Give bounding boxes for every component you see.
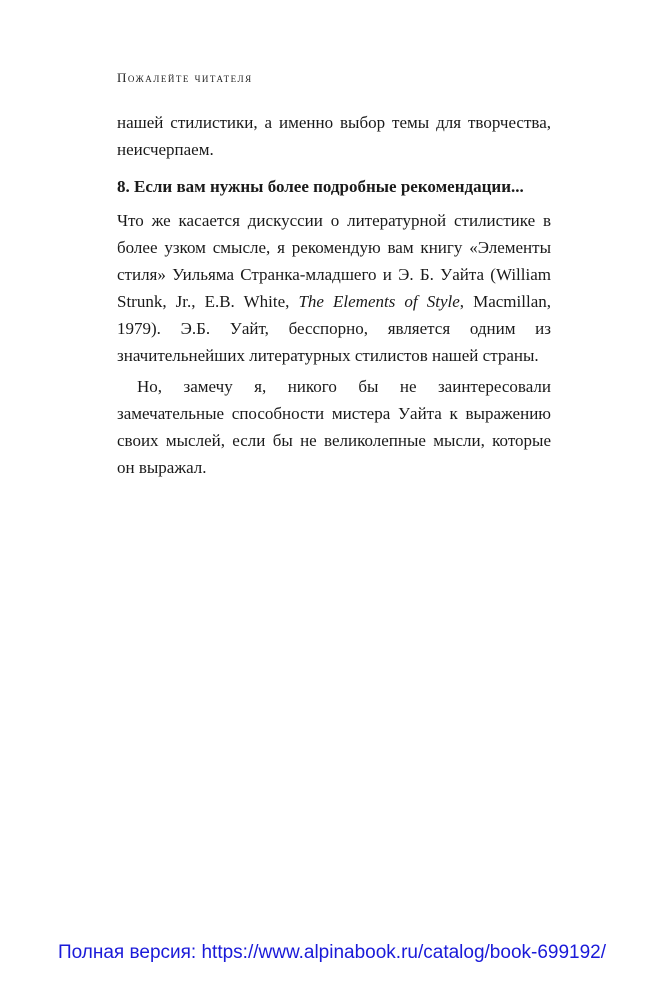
continued-paragraph-text: нашей стилистики, а именно выбор темы для творчества, неисчерпаем. — [117, 113, 551, 159]
paragraph-1-text-end: , Macmillan, 1979). Э.Б. Уайт, бесспорно, является одним из значительнейших литературных стилистов нашей страны. — [117, 292, 551, 365]
full-version-link[interactable]: Полная версия: https://www.alpinabook.ru/catalog/book-699192/ — [57, 942, 607, 963]
running-head: Пожалейте читателя — [117, 70, 253, 85]
continued-paragraph — [117, 109, 551, 163]
section-body — [117, 207, 551, 481]
body-paragraph-1 — [117, 207, 551, 369]
paragraph-1-text-start: Что же касается дискуссии о литературной стилистике в более узком смысле, я рекомендую вам книгу «Элементы стиля» Уильяма Странка-младшего и Э. Б. Уайта (William Strunk, Jr., E.B. White, — [117, 211, 551, 311]
body-paragraph-2: Но, замечу я, никого бы не заинтересовали замечательные способности мистера Уайта к выражению своих мыслей, если бы не великолепные мысли, которые он выражал. — [117, 377, 551, 477]
book-title: The Elements of Style — [298, 292, 460, 311]
section-heading: 8. Если вам нужны более подробные рекомендации... — [117, 177, 524, 196]
